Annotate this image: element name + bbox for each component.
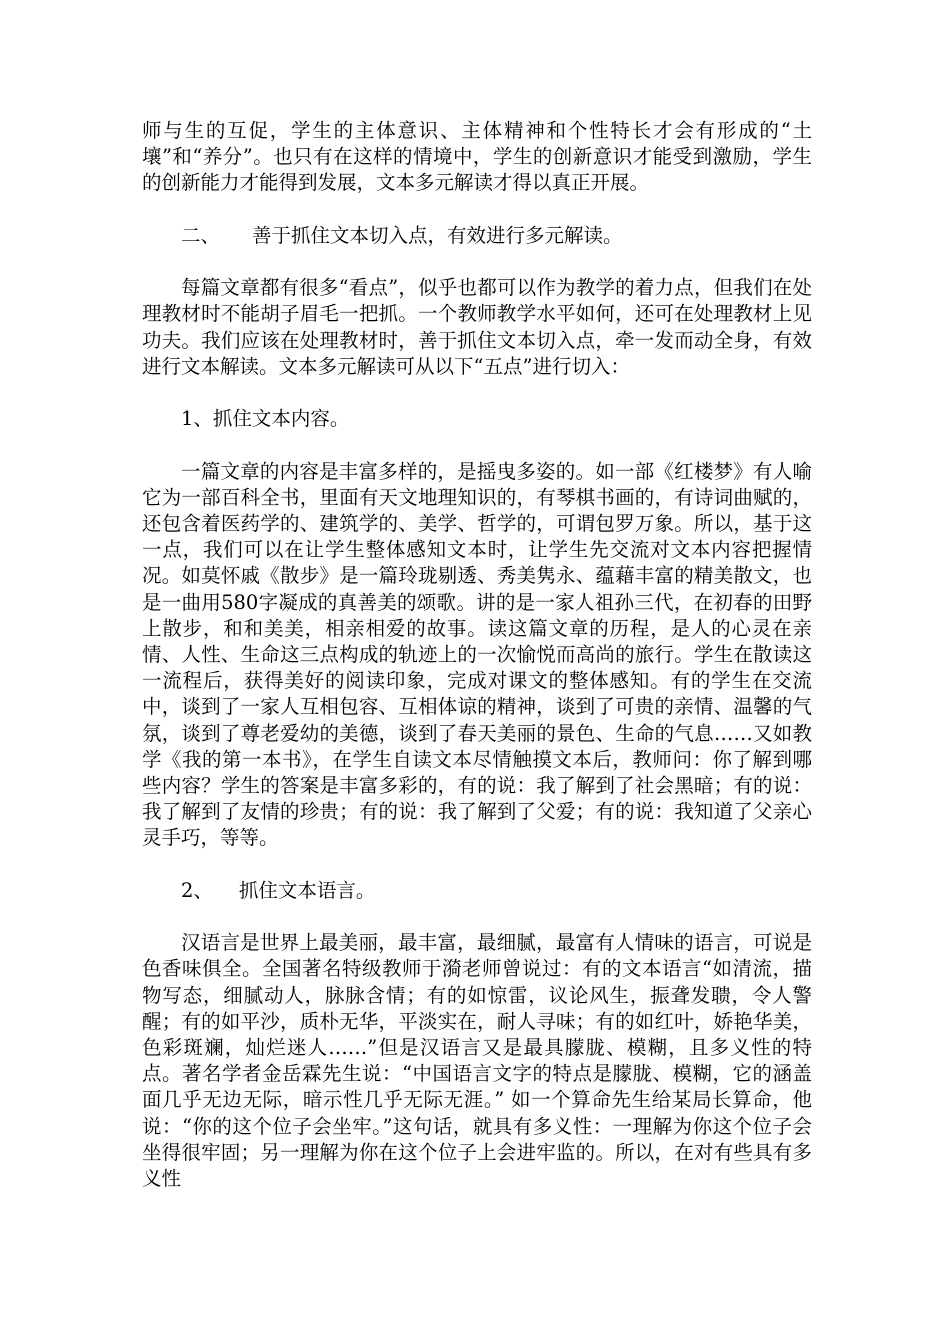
point2-heading <box>142 878 812 904</box>
point1-paragraph: 一篇文章的内容是丰富多样的，是摇曳多姿的。如一部《红楼梦》有人喻它为一部百科全书，里面有天文地理知识的，有琴棋书画的，有诗词曲赋的，还包含着医药学的、建筑学的、美学、哲学的，可谓包罗万象。所以，基于这一点，我们可以在让学生整体感知文本时，让学生先交流对文本内容把握情况。如莫怀戚《散步》是一篇玲珑剔透、秀美隽永、蕴藉丰富的精美散文，也是一曲用580字凝成的真善美的颂歌。讲的是一家人祖孙三代，在初春的田野上散步，和和美美，相亲相爱的故事。读这篇文章的历程，是人的心灵在亲情、人性、生命这三点构成的轨迹上的一次愉悦而高尚的旅行。学生在散读这一流程后，获得美好的阅读印象，完成对课文的整体感知。有的学生在交流中，谈到了一家人互相包容、互相体谅的精神，谈到了可贵的亲情、温馨的气氛，谈到了尊老爱幼的美德，谈到了春天美丽的景色、生命的气息……又如教学《我的第一本书》，在学生自读文本尽情触摸文本后，教师问：你了解到哪些内容？学生的答案是丰富多彩的，有的说：我了解到了社会黑暗；有的说：我了解到了友情的珍贵；有的说：我了解到了父爱；有的说：我知道了父亲心灵手巧，等等。 <box>142 459 812 850</box>
section-title: 善于抓住文本切入点，有效进行多元解读。 <box>252 223 623 247</box>
point2-title: 抓住文本语言。 <box>238 878 376 902</box>
continuation-paragraph: 师与生的互促，学生的主体意识、主体精神和个性特长才会有形成的“土壤”和“养分”。也只有在这样的情境中，学生的创新意识才能受到激励，学生的创新能力才能得到发展，文本多元解读才得以真正开展。 <box>142 119 812 195</box>
section-heading <box>142 223 812 249</box>
document-page <box>142 118 812 1192</box>
point2-number: 2、 <box>181 878 213 902</box>
point2-paragraph: 汉语言是世界上最美丽，最丰富，最细腻，最富有人情味的语言，可说是色香味俱全。全国著名特级教师于漪老师曾说过：有的文本语言“如清流，描物写态，细腻动人，脉脉含情；有的如惊雷，议论风生，振聋发聩，令人警醒；有的如平沙，质朴无华，平淡实在，耐人寻味；有的如红叶，娇艳华美，色彩斑斓，灿烂迷人……”但是汉语言又是最具朦胧、模糊，且多义性的特点。著名学者金岳霖先生说：“中国语言文字的特点是朦胧、模糊，它的涵盖面几乎无边无际，暗示性几乎无际无涯。” 如一个算命先生给某局长算命，他说：“你的这个位子会坐牢。”这句话，就具有多义性：一理解为你这个位子会坐得很牢固；另一理解为你在这个位子上会进牢监的。所以，在对有些具有多义性 <box>142 931 812 1191</box>
intro-paragraph: 每篇文章都有很多“看点”，似乎也都可以作为教学的着力点，但我们在处理教材时不能胡子眉毛一把抓。一个教师教学水平如何，还可在处理教材上见功夫。我们应该在处理教材时，善于抓住文本切入点，牵一发而动全身，有效进行文本解读。文本多元解读可从以下“五点”进行切入： <box>142 276 812 378</box>
section-number: 二、 <box>181 223 221 247</box>
point1-heading: 1、抓住文本内容。 <box>181 407 350 431</box>
